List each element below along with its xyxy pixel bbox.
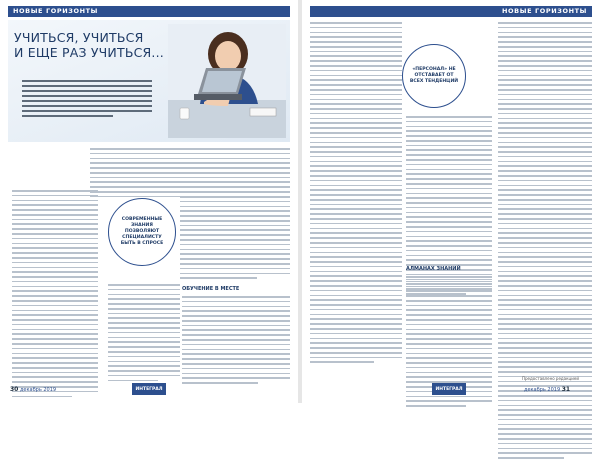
pull-quote-right: «ПЕРСОНАЛ» НЕ ОТСТАВАЕТ ОТ ВСЕХ ТЕНДЕНЦИЙ: [402, 44, 466, 108]
section-header-bar-right: [310, 6, 592, 17]
footer-text-right: декабрь 2019: [524, 387, 561, 393]
article-lead-placeholder: [22, 80, 152, 120]
article-title: [14, 30, 166, 60]
section-label: НОВЫЕ ГОРИЗОНТЫ: [13, 7, 98, 15]
body-text-top-placeholder: [90, 148, 290, 201]
magazine-logo-left: [132, 383, 166, 395]
right-column-3-placeholder: [498, 22, 592, 462]
page-number-left: 30: [10, 386, 19, 393]
body-column-1-placeholder: [12, 190, 98, 400]
photo-credit: Предоставлено редакцией: [522, 376, 579, 381]
footer-text-left: декабрь 2019: [19, 387, 57, 393]
article-hero: [8, 20, 290, 142]
right-column-1-placeholder: [310, 22, 402, 366]
magazine-logo-right: [432, 383, 466, 395]
body-column-2-bottom-placeholder: [182, 296, 290, 387]
left-footer: [10, 386, 56, 393]
pull-quote: СОВРЕМЕННЫЕ ЗНАНИЯ ПОЗВОЛЯЮТ СПЕЦИАЛИСТУ БЫТЬ В СПРОСЕ: [108, 198, 176, 266]
body-column-mid-placeholder: [108, 284, 180, 384]
subhead-left: ОБУЧЕНИЕ В МЕСТЕ: [182, 286, 240, 292]
right-page: [302, 0, 600, 403]
right-footer: [524, 386, 570, 393]
body-column-2-top-placeholder: [180, 196, 290, 282]
section-label-right: НОВЫЕ ГОРИЗОНТЫ: [502, 7, 587, 15]
page-number-right: 31: [561, 386, 571, 393]
left-page: [0, 0, 298, 403]
logo-text-right: ИНТЕГРАЛ: [435, 386, 463, 392]
logo-text-left: ИНТЕГРАЛ: [135, 386, 163, 392]
title-line-1: УЧИТЬСЯ, УЧИТЬСЯ: [14, 30, 144, 45]
woman-at-laptop-photo: [168, 24, 286, 138]
section-header-bar: [8, 6, 290, 17]
subhead-right: АЛМАНАХ ЗНАНИЙ: [406, 266, 461, 272]
title-line-2: И ЕЩЕ РАЗ УЧИТЬСЯ...: [14, 45, 164, 60]
